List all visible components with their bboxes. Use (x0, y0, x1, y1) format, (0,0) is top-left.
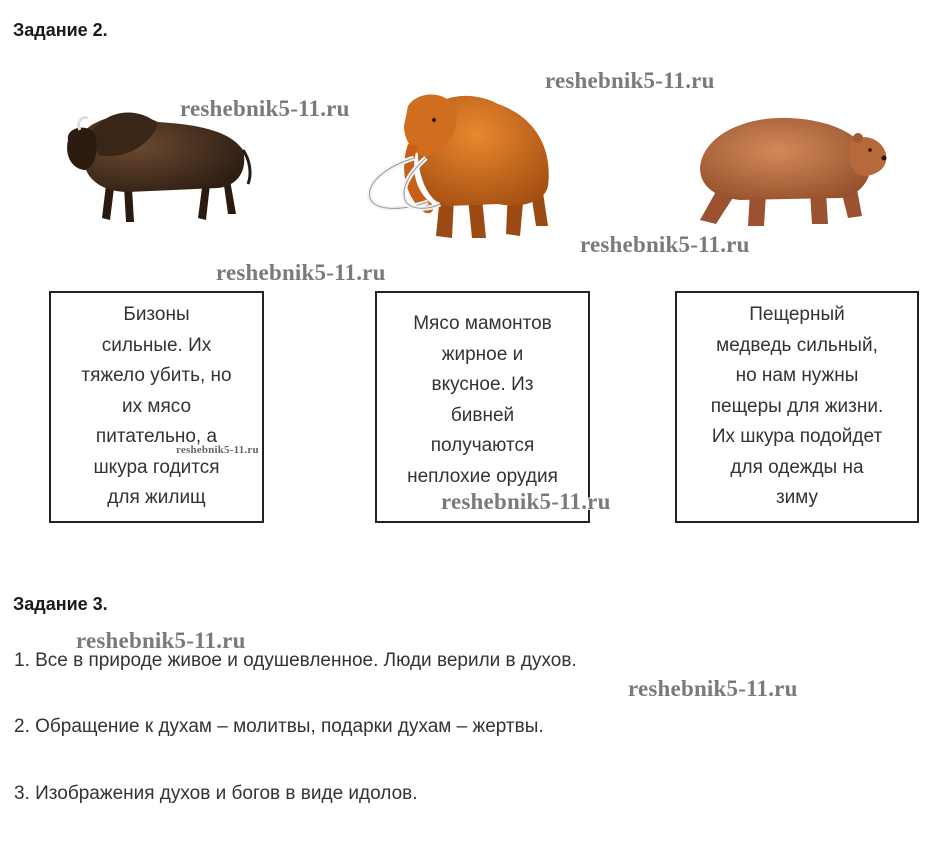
answer-3: 3. Изображения духов и богов в виде идолов. (14, 783, 418, 804)
bison-description: Бизоны сильные. Их тяжело убить, но их мясо питательно, а шкура годится для жилищ (81, 304, 232, 508)
mammoth-description: Мясо мамонтов жирное и вкусное. Из бивней получаются неплохие орудия (407, 313, 558, 487)
cave-bear-description: Пещерный медведь сильный, но нам нужны пещеры для жизни. Их шкура подойдет для одежды на зиму (710, 304, 884, 508)
answer-2: 2. Обращение к духам – молитвы, подарки духам – жертвы. (14, 716, 544, 737)
task3-heading: Задание 3. (13, 594, 108, 614)
answer-1: 1. Все в природе живое и одушевленное. Люди верили в духов. (14, 650, 577, 671)
bison-description-box (49, 291, 264, 523)
cave-bear-description-box (675, 291, 919, 523)
watermark: reshebnik5-11.ru (580, 232, 750, 257)
mammoth-image (348, 86, 558, 246)
watermark: reshebnik5-11.ru (441, 489, 611, 514)
watermark: reshebnik5-11.ru (180, 96, 350, 121)
cave-bear-image (690, 108, 890, 233)
watermark: reshebnik5-11.ru (545, 68, 715, 93)
task2-heading: Задание 2. (13, 20, 108, 40)
watermark: reshebnik5-11.ru (76, 628, 246, 653)
watermark-small: reshebnik5-11.ru (176, 444, 259, 456)
watermark: reshebnik5-11.ru (628, 676, 798, 701)
watermark: reshebnik5-11.ru (216, 260, 386, 285)
